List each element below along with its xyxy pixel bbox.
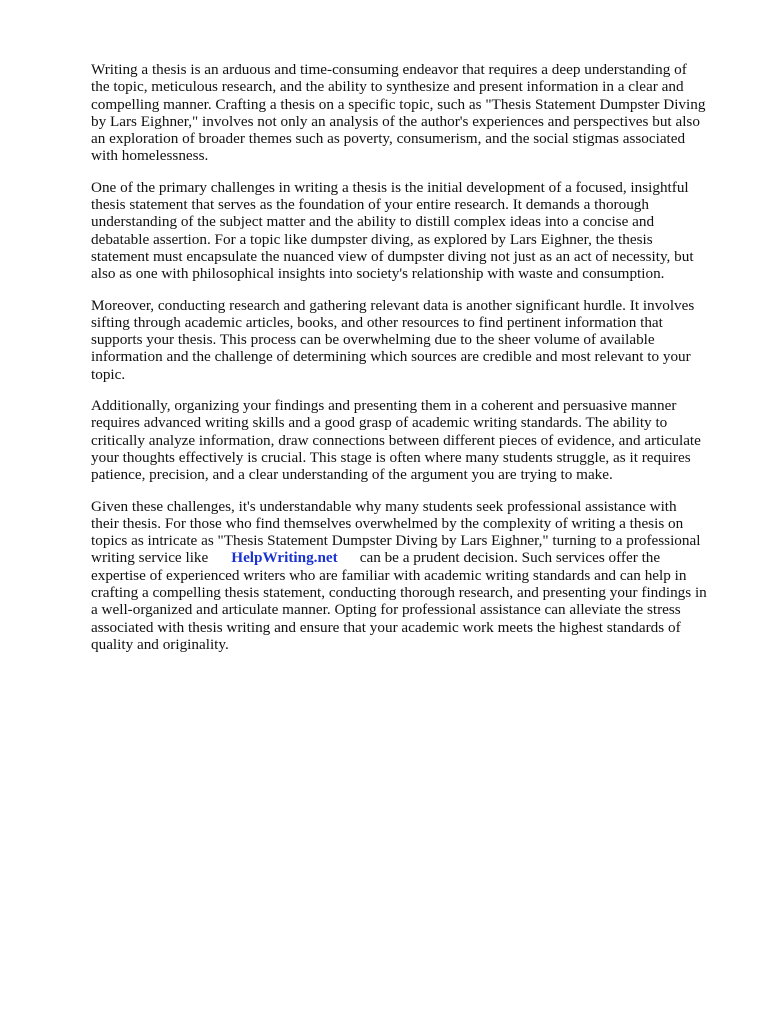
- paragraph-research-hurdle: Moreover, conducting research and gathering relevant data is another significant hurdle. It involves sifting through academic articles, books, and other resources to find pertinent information that supports your thesis. This process can be overwhelming due to the sheer volume of available information and the challenge of determining which sources are credible and most relevant to your topic.: [91, 296, 695, 383]
- paragraph-text-before-link: Given these challenges, it's understandable why many students seek professional assistance with their thesis. For those who find themselves overwhelmed by the complexity of writing a thesis on topics as intricate as "Thesis Statement Dumpster Diving by Lars Eighner," turning to a professional writing service like: [91, 497, 701, 567]
- paragraph-text-after-link: can be a prudent decision. Such services offer the expertise of experienced writers who are familiar with academic writing standards and can help in crafting a compelling thesis statement, conducting thorough research, and presenting your findings in a well-organized and articulate manner. Opting for professional assistance can alleviate the stress associated with thesis writing and ensure that your academic work meets the highest standards of quality and originality.: [91, 549, 707, 653]
- document-body: [91, 61, 728, 667]
- paragraph-intro: Writing a thesis is an arduous and time-consuming endeavor that requires a deep understanding of the topic, meticulous research, and the ability to synthesize and present information in a clear and compelling manner. Crafting a thesis on a specific topic, such as "Thesis Statement Dumpster Diving by Lars Eighner," involves not only an analysis of the author's experiences and perspectives but also an exploration of broader themes such as poverty, consumerism, and the social stigmas associated with homelessness.: [91, 61, 706, 165]
- paragraph-thesis-challenges: One of the primary challenges in writing a thesis is the initial development of a focused, insightful thesis statement that serves as the foundation of your entire research. It demands a thorough understanding of the subject matter and the ability to distill complex ideas into a concise and debatable assertion. For a topic like dumpster diving, as explored by Lars Eighner, the thesis statement must encapsulate the nuanced view of dumpster diving not just as an act of necessity, but also as one with philosophical insights into society's relationship with waste and consumption.: [91, 178, 694, 283]
- paragraph-professional-assistance: [91, 498, 728, 654]
- paragraph-organization: Additionally, organizing your findings and presenting them in a coherent and persuasive manner requires advanced writing skills and a good grasp of academic writing standards. The ability to critically analyze information, draw connections between different pieces of evidence, and articulate your thoughts effectively is crucial. This stage is often where many students struggle, as it requires patience, precision, and a clear understanding of the argument you are trying to make.: [91, 397, 701, 484]
- helpwriting-link[interactable]: HelpWriting.net: [231, 549, 338, 567]
